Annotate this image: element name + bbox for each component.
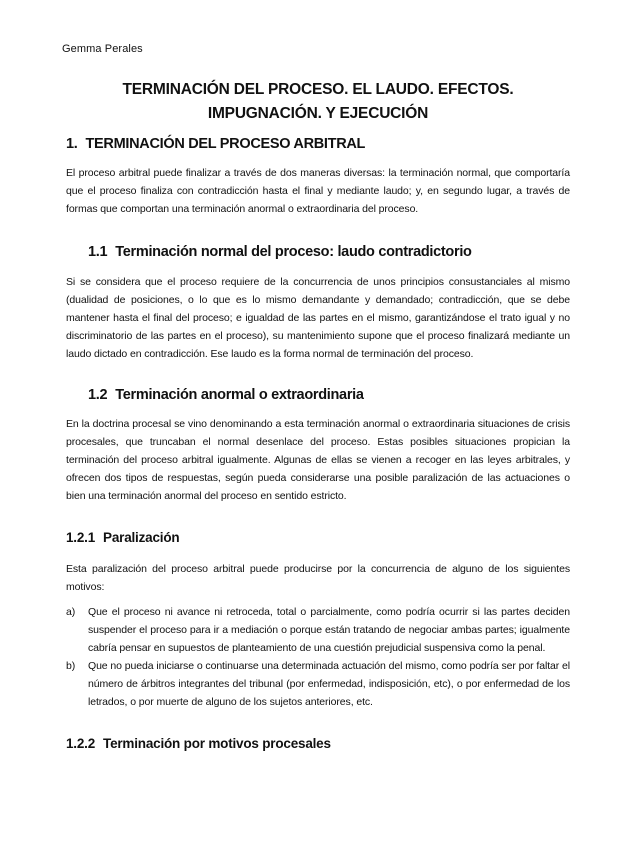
section-1-1-number: 1.1 — [88, 244, 108, 260]
section-1-2-1-paragraph: Esta paralización del proceso arbitral puede producirse por la concurrencia de alguno de los siguientes motivos: — [66, 563, 570, 593]
section-1-2-heading — [88, 387, 364, 403]
list-item-text: Que el proceso ni avance ni retroceda, total o parcialmente, como podría ocurrir si las partes deciden suspender el proceso para ir a mediación o porque están tratando de negociar ambas partes; igualmente cabría pensar en supuestos de planteamiento de una cuestión prejudicial suspensiva como la penal. — [88, 606, 570, 654]
list-item-marker: a) — [66, 606, 76, 618]
section-1-heading — [66, 136, 365, 152]
section-1-2-2-number: 1.2.2 — [66, 736, 96, 751]
section-1-2-2-title: Terminación por motivos procesales — [103, 736, 331, 751]
section-1-2-paragraph: En la doctrina procesal se vino denominando a esta terminación anormal o extraordinaria situaciones de crisis procesales, que truncaban el normal desenlace del proceso. Estas posibles situaciones propician la terminación del proceso arbitral igualmente. Algunas de ellas se vienen a recoger en las leyes arbitrales, y ofrecen dos tipos de respuestas, según pueda considerarse una posible paralización de las actuaciones o bien una terminación anormal del proceso en sentido estricto. — [66, 418, 570, 502]
section-1-number: 1. — [66, 136, 78, 152]
list-item — [66, 657, 570, 711]
document-title: TERMINACIÓN DEL PROCESO. EL LAUDO. EFECTOS. IMPUGNACIÓN. Y EJECUCIÓN — [122, 81, 514, 122]
author-name: Gemma Perales — [62, 43, 143, 55]
section-1-2-1-heading — [66, 530, 179, 545]
list-item — [66, 603, 570, 657]
section-1-2-1-number: 1.2.1 — [66, 530, 96, 545]
motives-list — [66, 603, 570, 711]
section-1-1-paragraph: Si se considera que el proceso requiere de la concurrencia de unos principios consustanciales al mismo (dualidad de posiciones, o lo que es lo mismo demandante y demandado; contradicción, que se debe mantener hasta el final del proceso; e igualdad de las partes en el mismo, garantizándose el trato igual y no discriminatorio de las partes en el proceso), su mantenimiento supone que el proceso finalizará mediante un laudo dictado en contradicción. Ese laudo es la forma normal de terminación del proceso. — [66, 276, 570, 360]
section-1-2-number: 1.2 — [88, 387, 108, 403]
list-item-text: Que no pueda iniciarse o continuarse una determinada actuación del mismo, como podría ser por faltar el número de árbitros integrantes del tribunal (por enfermedad, indisposición, etc), o por enfermedad de los letrados, o por muerte de alguno de los sujetos anteriores, etc. — [88, 660, 570, 708]
section-1-title: TERMINACIÓN DEL PROCESO ARBITRAL — [85, 136, 366, 152]
section-1-2-title: Terminación anormal o extraordinaria — [115, 387, 364, 403]
section-1-1-heading — [88, 244, 472, 260]
section-1-2-2-heading — [66, 736, 331, 751]
list-item-marker: b) — [66, 660, 76, 672]
section-1-2-1-title: Paralización — [103, 530, 180, 545]
section-1-paragraph: El proceso arbitral puede finalizar a través de dos maneras diversas: la terminación normal, que comportaría que el proceso finaliza con contradicción hasta el final y mediante laudo; y, en segundo lugar, a través de formas que comportan una terminación anormal o extraordinaria del proceso. — [66, 167, 570, 215]
section-1-1-title: Terminación normal del proceso: laudo contradictorio — [115, 244, 472, 260]
